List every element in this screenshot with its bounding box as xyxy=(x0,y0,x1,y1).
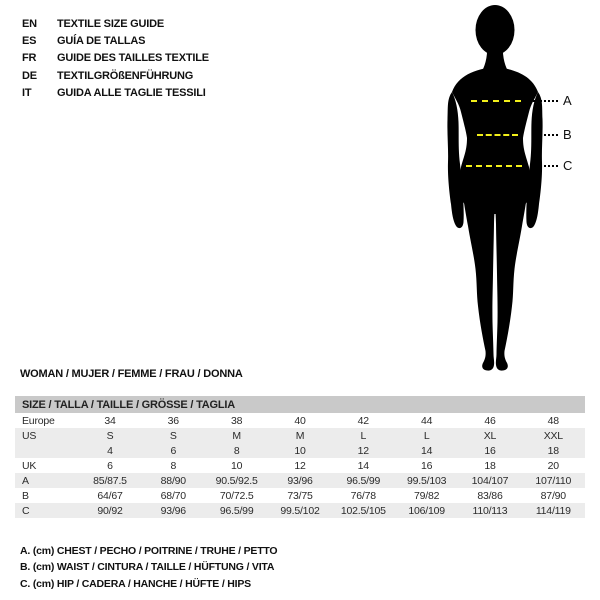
cell: 42 xyxy=(357,414,369,427)
cell: 14 xyxy=(395,443,458,458)
cell: M xyxy=(205,428,268,443)
cell: 110/113 xyxy=(458,503,521,518)
language-label: GUIDE DES TAILLES TEXTILE xyxy=(57,52,209,65)
cell: 88/90 xyxy=(142,473,205,488)
table-row-uk xyxy=(15,458,585,473)
language-label: GUIDA ALLE TAGLIE TESSILI xyxy=(57,86,206,99)
cell: 16 xyxy=(458,443,521,458)
legend-chest: A. (cm) CHEST / PECHO / POITRINE / TRUHE / PETTO xyxy=(20,545,278,557)
measurement-legend xyxy=(20,545,277,594)
cell: 90.5/92.5 xyxy=(205,473,268,488)
language-code: ES xyxy=(22,34,37,47)
language-row xyxy=(22,32,209,49)
language-code: IT xyxy=(22,86,32,99)
waist-leader-line xyxy=(533,134,558,136)
cell: 70/72.5 xyxy=(219,489,254,502)
cell: 14 xyxy=(357,459,369,472)
hip-dash-line xyxy=(466,165,522,167)
cell: 83/86 xyxy=(477,489,503,502)
cell: 114/119 xyxy=(522,503,585,518)
language-label: TEXTILE SIZE GUIDE xyxy=(57,17,165,30)
cell: 90/92 xyxy=(78,503,141,518)
cell: 93/96 xyxy=(142,503,205,518)
cell: 16 xyxy=(420,459,433,472)
row-label: C xyxy=(15,503,78,518)
cell: 4 xyxy=(78,443,141,458)
cell: 36 xyxy=(167,414,179,427)
language-code: EN xyxy=(22,17,37,30)
cell: XL xyxy=(458,428,521,443)
cell: XXL xyxy=(522,428,585,443)
cell: 85/87.5 xyxy=(78,473,141,488)
table-row-waist xyxy=(15,488,585,503)
cell: M xyxy=(268,428,331,443)
table-row-chest xyxy=(15,473,585,488)
cell: S xyxy=(142,428,205,443)
cell: L xyxy=(395,428,458,443)
cell: 8 xyxy=(205,443,268,458)
legend-waist: B. (cm) WAIST / CINTURA / TAILLE / HÜFTUNG / VITA xyxy=(20,561,275,574)
cell: 10 xyxy=(268,443,331,458)
cell: S xyxy=(78,428,141,443)
size-table xyxy=(15,396,585,518)
cell: 6 xyxy=(142,443,205,458)
cell: 99.5/103 xyxy=(395,473,458,488)
cell: 96.5/99 xyxy=(205,503,268,518)
cell: 73/75 xyxy=(287,489,313,502)
language-code: DE xyxy=(22,69,37,82)
cell: 96.5/99 xyxy=(332,473,395,488)
language-row xyxy=(22,67,209,84)
cell: 104/107 xyxy=(458,473,521,488)
language-row xyxy=(22,50,209,67)
cell: 102.5/105 xyxy=(332,503,395,518)
cell: 107/110 xyxy=(522,473,585,488)
legend-hip: C. (cm) HIP / CADERA / HANCHE / HÜFTE / HIPS xyxy=(20,577,251,590)
language-label: GUÍA DE TALLAS xyxy=(57,34,146,47)
cell: 106/109 xyxy=(395,503,458,518)
woman-silhouette xyxy=(440,4,550,372)
language-row xyxy=(22,84,209,101)
woman-silhouette-figure xyxy=(440,4,550,372)
cell: 48 xyxy=(547,414,559,427)
cell: 8 xyxy=(170,459,177,472)
row-label: UK xyxy=(22,459,37,472)
cell: 6 xyxy=(107,459,113,472)
row-label: B xyxy=(22,489,29,502)
cell: 46 xyxy=(484,414,496,427)
row-label: A xyxy=(15,473,78,488)
cell: 64/67 xyxy=(97,489,123,502)
row-label xyxy=(15,443,78,458)
cell: 93/96 xyxy=(268,473,331,488)
cell: 87/90 xyxy=(540,489,566,502)
language-code: FR xyxy=(22,52,37,65)
row-label: Europe xyxy=(22,414,55,427)
cell: 20 xyxy=(547,459,559,472)
cell: 44 xyxy=(420,414,433,427)
language-label: TEXTILGRÖßENFÜHRUNG xyxy=(57,69,194,82)
table-row-us-number xyxy=(15,443,585,458)
waist-marker-letter: B xyxy=(563,127,572,142)
cell: 18 xyxy=(484,459,496,472)
cell: 18 xyxy=(522,443,585,458)
table-row-europe xyxy=(15,413,585,428)
cell: 40 xyxy=(294,414,306,427)
section-title: WOMAN / MUJER / FEMME / FRAU / DONNA xyxy=(20,368,243,380)
cell: 76/78 xyxy=(350,489,376,502)
cell: 79/82 xyxy=(413,489,440,502)
language-title-block xyxy=(22,15,209,101)
hip-marker-letter: C xyxy=(563,158,573,173)
size-table-header-label: SIZE / TALLA / TAILLE / GRÖSSE / TAGLIA xyxy=(15,396,585,413)
cell: 12 xyxy=(332,443,395,458)
row-label: US xyxy=(15,428,78,443)
language-row xyxy=(22,15,209,32)
cell: 99.5/102 xyxy=(268,503,331,518)
cell: 12 xyxy=(294,459,306,472)
chest-leader-line xyxy=(533,100,558,102)
cell: 68/70 xyxy=(160,489,186,502)
cell: L xyxy=(332,428,395,443)
hip-leader-line xyxy=(533,165,558,167)
size-table-header xyxy=(15,396,585,413)
cell: 38 xyxy=(231,414,243,427)
table-row-us-letter xyxy=(15,428,585,443)
chest-dash-line xyxy=(471,100,521,102)
chest-marker-letter: A xyxy=(563,93,572,108)
waist-dash-line xyxy=(477,134,518,136)
table-row-hip xyxy=(15,503,585,518)
cell: 10 xyxy=(231,459,243,472)
cell: 34 xyxy=(104,414,116,427)
